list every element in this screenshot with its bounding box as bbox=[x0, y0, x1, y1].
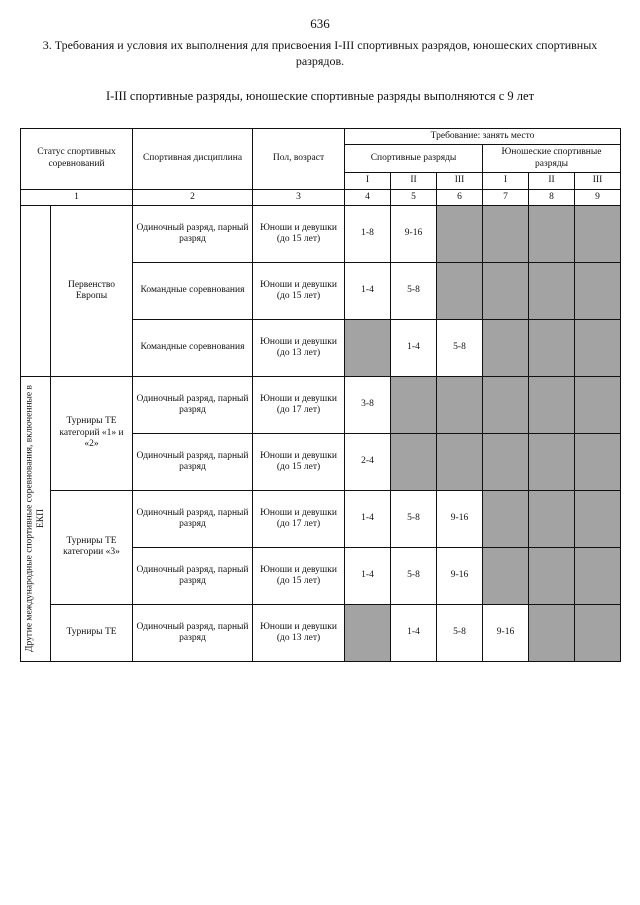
gender-age: Юноши и девушки (до 13 лет) bbox=[253, 604, 345, 661]
rank-place-cell bbox=[575, 205, 621, 262]
sport-discipline: Одиночный разряд, парный разряд bbox=[133, 604, 253, 661]
rank-place-cell bbox=[483, 433, 529, 490]
group-outer-label: Другие международные спортивные соревнования, включенные в ЕКП bbox=[21, 376, 51, 661]
rank-place-cell bbox=[529, 604, 575, 661]
table-row bbox=[21, 205, 621, 262]
rank-place-cell bbox=[575, 433, 621, 490]
gender-age: Юноши и девушки (до 17 лет) bbox=[253, 490, 345, 547]
header-youth-rank-1: I bbox=[483, 173, 529, 189]
rank-place-cell: 9-16 bbox=[391, 205, 437, 262]
header-status: Статус спортивных соревнований bbox=[21, 129, 133, 190]
rank-place-cell bbox=[483, 376, 529, 433]
col-number-1: 1 bbox=[21, 189, 133, 205]
gender-age: Юноши и девушки (до 15 лет) bbox=[253, 262, 345, 319]
table-row bbox=[21, 604, 621, 661]
rank-place-cell bbox=[345, 604, 391, 661]
table-row bbox=[21, 490, 621, 547]
header-youth-rank-3: III bbox=[575, 173, 621, 189]
header-youth-ranks: Юношеские спортивные разряды bbox=[483, 145, 621, 173]
rank-place-cell bbox=[529, 376, 575, 433]
col-number-5: 5 bbox=[391, 189, 437, 205]
rank-place-cell bbox=[529, 490, 575, 547]
rank-place-cell: 2-4 bbox=[345, 433, 391, 490]
requirements-table-wrap bbox=[20, 128, 620, 662]
rank-place-cell: 9-16 bbox=[437, 547, 483, 604]
group-outer-label-empty bbox=[21, 205, 51, 376]
rank-place-cell bbox=[483, 319, 529, 376]
header-row-1 bbox=[21, 129, 621, 145]
table-body bbox=[21, 205, 621, 661]
col-number-2: 2 bbox=[133, 189, 253, 205]
rank-place-cell: 5-8 bbox=[437, 604, 483, 661]
col-number-9: 9 bbox=[575, 189, 621, 205]
rank-place-cell bbox=[529, 262, 575, 319]
rank-place-cell bbox=[529, 547, 575, 604]
rank-place-cell bbox=[575, 319, 621, 376]
rank-place-cell: 5-8 bbox=[391, 490, 437, 547]
rank-place-cell: 5-8 bbox=[391, 547, 437, 604]
col-number-8: 8 bbox=[529, 189, 575, 205]
rank-place-cell bbox=[483, 547, 529, 604]
sport-discipline: Одиночный разряд, парный разряд bbox=[133, 547, 253, 604]
rank-place-cell bbox=[437, 433, 483, 490]
header-sport-ranks: Спортивные разряды bbox=[345, 145, 483, 173]
rank-place-cell bbox=[437, 262, 483, 319]
rank-place-cell bbox=[529, 319, 575, 376]
rank-place-cell: 1-4 bbox=[345, 547, 391, 604]
sport-discipline: Одиночный разряд, парный разряд bbox=[133, 376, 253, 433]
gender-age: Юноши и девушки (до 13 лет) bbox=[253, 319, 345, 376]
col-number-4: 4 bbox=[345, 189, 391, 205]
rank-place-cell bbox=[575, 376, 621, 433]
sport-discipline: Командные соревнования bbox=[133, 319, 253, 376]
page-number: 636 bbox=[310, 16, 330, 31]
rank-place-cell bbox=[483, 490, 529, 547]
rank-place-cell bbox=[575, 604, 621, 661]
col-number-6: 6 bbox=[437, 189, 483, 205]
header-sport-rank-3: III bbox=[437, 173, 483, 189]
sport-discipline: Одиночный разряд, парный разряд bbox=[133, 490, 253, 547]
header-gender-age: Пол, возраст bbox=[253, 129, 345, 190]
rank-place-cell bbox=[391, 376, 437, 433]
rank-place-cell bbox=[345, 319, 391, 376]
rank-place-cell: 1-8 bbox=[345, 205, 391, 262]
gender-age: Юноши и девушки (до 17 лет) bbox=[253, 376, 345, 433]
header-requirement: Требование: занять место bbox=[345, 129, 621, 145]
rank-place-cell: 1-4 bbox=[345, 262, 391, 319]
competition-status: Первенство Европы bbox=[51, 205, 133, 376]
rank-place-cell bbox=[529, 205, 575, 262]
gender-age: Юноши и девушки (до 15 лет) bbox=[253, 547, 345, 604]
requirements-table bbox=[20, 128, 621, 662]
col-number-3: 3 bbox=[253, 189, 345, 205]
header-discipline: Спортивная дисциплина bbox=[133, 129, 253, 190]
header-youth-rank-2: II bbox=[529, 173, 575, 189]
competition-status: Турниры ТЕ категорий «1» и «2» bbox=[51, 376, 133, 490]
competition-status: Турниры ТЕ категории «3» bbox=[51, 490, 133, 604]
rank-place-cell bbox=[575, 547, 621, 604]
table-row bbox=[21, 376, 621, 433]
rank-place-cell bbox=[391, 433, 437, 490]
rank-place-cell: 5-8 bbox=[391, 262, 437, 319]
rank-place-cell: 1-4 bbox=[345, 490, 391, 547]
rank-place-cell bbox=[575, 262, 621, 319]
rank-place-cell: 9-16 bbox=[437, 490, 483, 547]
rank-place-cell bbox=[437, 205, 483, 262]
rank-place-cell bbox=[483, 205, 529, 262]
rank-place-cell: 5-8 bbox=[437, 319, 483, 376]
rank-place-cell: 3-8 bbox=[345, 376, 391, 433]
sport-discipline: Одиночный разряд, парный разряд bbox=[133, 205, 253, 262]
rank-place-cell: 1-4 bbox=[391, 319, 437, 376]
gender-age: Юноши и девушки (до 15 лет) bbox=[253, 433, 345, 490]
section-subheading: I-III спортивные разряды, юношеские спортивные разряды выполняются с 9 лет bbox=[105, 89, 535, 103]
rank-place-cell: 1-4 bbox=[391, 604, 437, 661]
column-number-row bbox=[21, 189, 621, 205]
section-heading: 3. Требования и условия их выполнения для присвоения I-III спортивных разрядов, юношеских спортивных разрядов. bbox=[42, 38, 598, 68]
gender-age: Юноши и девушки (до 15 лет) bbox=[253, 205, 345, 262]
sport-discipline: Одиночный разряд, парный разряд bbox=[133, 433, 253, 490]
header-sport-rank-2: II bbox=[391, 173, 437, 189]
rank-place-cell: 9-16 bbox=[483, 604, 529, 661]
col-number-7: 7 bbox=[483, 189, 529, 205]
competition-status: Турниры ТЕ bbox=[51, 604, 133, 661]
rank-place-cell bbox=[483, 262, 529, 319]
sport-discipline: Командные соревнования bbox=[133, 262, 253, 319]
rank-place-cell bbox=[437, 376, 483, 433]
rank-place-cell bbox=[529, 433, 575, 490]
header-sport-rank-1: I bbox=[345, 173, 391, 189]
rank-place-cell bbox=[575, 490, 621, 547]
